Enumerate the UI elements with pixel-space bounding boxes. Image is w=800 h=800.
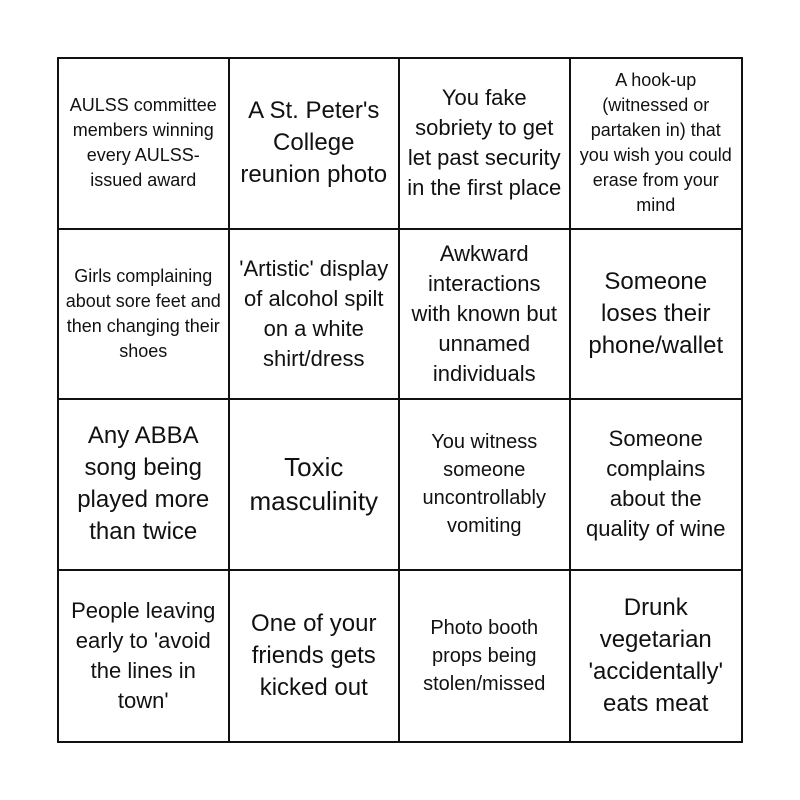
bingo-cell-r2-c4[interactable]: Someone loses their phone/wallet <box>571 230 742 401</box>
bingo-cell-r2-c3[interactable]: Awkward interactions with known but unnamed individuals <box>400 230 571 401</box>
bingo-cell-r3-c2[interactable]: Toxic masculinity <box>230 400 401 571</box>
bingo-cell-r1-c3[interactable]: You fake sobriety to get let past security in the first place <box>400 59 571 230</box>
bingo-cell-r1-c4[interactable]: A hook-up (witnessed or partaken in) that you wish you could erase from your mind <box>571 59 742 230</box>
bingo-cell-r2-c1[interactable]: Girls complaining about sore feet and then changing their shoes <box>59 230 230 401</box>
bingo-cell-r4-c2[interactable]: One of your friends gets kicked out <box>230 571 401 742</box>
bingo-cell-r4-c3[interactable]: Photo booth props being stolen/missed <box>400 571 571 742</box>
bingo-cell-r4-c1[interactable]: People leaving early to 'avoid the lines in town' <box>59 571 230 742</box>
bingo-cell-r1-c2[interactable]: A St. Peter's College reunion photo <box>230 59 401 230</box>
bingo-cell-r3-c1[interactable]: Any ABBA song being played more than twice <box>59 400 230 571</box>
bingo-cell-r1-c1[interactable]: AULSS committee members winning every AULSS-issued award <box>59 59 230 230</box>
bingo-cell-r2-c2[interactable]: 'Artistic' display of alcohol spilt on a white shirt/dress <box>230 230 401 401</box>
bingo-cell-r3-c4[interactable]: Someone complains about the quality of wine <box>571 400 742 571</box>
bingo-cell-r3-c3[interactable]: You witness someone uncontrollably vomiting <box>400 400 571 571</box>
bingo-board <box>57 57 743 743</box>
bingo-cell-r4-c4[interactable]: Drunk vegetarian 'accidentally' eats meat <box>588 593 724 717</box>
